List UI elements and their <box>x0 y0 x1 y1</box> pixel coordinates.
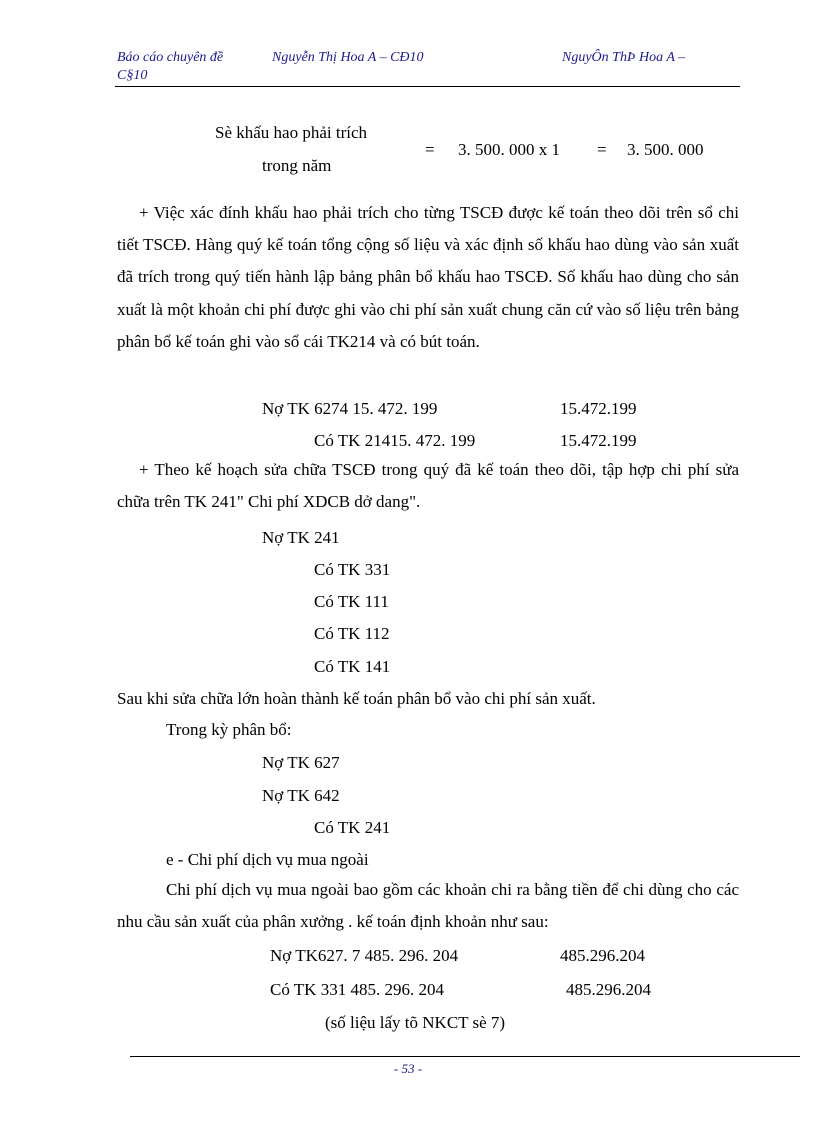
entry1-debit: Nợ TK 6274 15. 472. 199 <box>262 399 438 418</box>
entry1-debit-amount: 15.472.199 <box>560 399 637 418</box>
paragraph-allocation-period: Trong kỳ phân bổ: <box>166 720 292 739</box>
entry2-credit-112: Có TK 112 <box>314 624 390 643</box>
header-report-title: Báo cáo chuyên đề <box>117 50 224 65</box>
source-note: (số liệu lấy tõ NKCT sè 7) <box>325 1013 506 1032</box>
section-e-heading: e - Chi phí dịch vụ mua ngoài <box>166 850 369 869</box>
entry4-debit-amount: 485.296.204 <box>560 946 645 965</box>
entry1-credit: Có TK 21415. 472. 199 <box>314 431 476 450</box>
formula-label-line2: trong năm <box>262 156 332 175</box>
entry2-debit: Nợ TK 241 <box>262 528 340 547</box>
footer-divider <box>130 1056 800 1057</box>
formula-equals-1: = <box>425 140 435 159</box>
entry3-credit-241: Có TK 241 <box>314 818 391 837</box>
paragraph-depreciation: + Việc xác đính khấu hao phải trích cho từng TSCĐ được kế toán theo dõi trên sổ chi tiết TSCĐ. Hàng quý kế toán tổng cộng số liệu và xác định số khấu hao dùng vào sản xuất đã trích trong quý tiến hành lập bảng phân bổ khấu hao TSCĐ. Số khấu hao dùng cho sản xuất là một khoản chi phí được ghi vào chi phí sản xuất chung căn cứ vào số liệu trên bảng phân bổ kế toán ghi vào sổ cái TK214 và có bút toán. <box>117 203 739 351</box>
entry2-credit-331: Có TK 331 <box>314 560 391 579</box>
entry4-credit: Có TK 331 485. 296. 204 <box>270 980 444 999</box>
entry4-credit-amount: 485.296.204 <box>566 980 651 999</box>
entry4-debit: Nợ TK627. 7 485. 296. 204 <box>270 946 459 965</box>
header-divider <box>115 86 740 87</box>
entry3-debit-642: Nợ TK 642 <box>262 786 340 805</box>
page-number: - 53 - <box>393 1061 423 1076</box>
formula-result: 3. 500. 000 <box>627 140 704 159</box>
formula-label-line1: Sè khấu hao phải trích <box>215 123 368 142</box>
entry3-debit-627: Nợ TK 627 <box>262 753 340 772</box>
header-author: Nguyễn Thị Hoa A – CĐ10 <box>272 50 424 65</box>
entry2-credit-141: Có TK 141 <box>314 657 391 676</box>
formula-expression: 3. 500. 000 x 1 <box>458 140 560 159</box>
entry1-credit-amount: 15.472.199 <box>560 431 637 450</box>
paragraph-after-repair: Sau khi sửa chữa lớn hoàn thành kế toán phân bổ vào chi phí sản xuất. <box>117 689 596 708</box>
header-author-garbled: NguyÔn ThÞ Hoa A – <box>562 50 686 65</box>
formula-equals-2: = <box>597 140 607 159</box>
header-class-code: C§10 <box>117 68 148 83</box>
paragraph-outsourced-services: Chi phí dịch vụ mua ngoài bao gồm các khoản chi ra bằng tiền để chi dùng cho các nhu cầu sản xuất của phân xưởng . kế toán định khoản như sau: <box>117 880 739 932</box>
entry2-credit-111: Có TK 111 <box>314 592 389 611</box>
paragraph-repair: + Theo kế hoạch sửa chữa TSCĐ trong quý đã kế toán theo dõi, tập hợp chi phí sửa chữa trên TK 241" Chi phí XDCB dở dang". <box>117 460 739 512</box>
